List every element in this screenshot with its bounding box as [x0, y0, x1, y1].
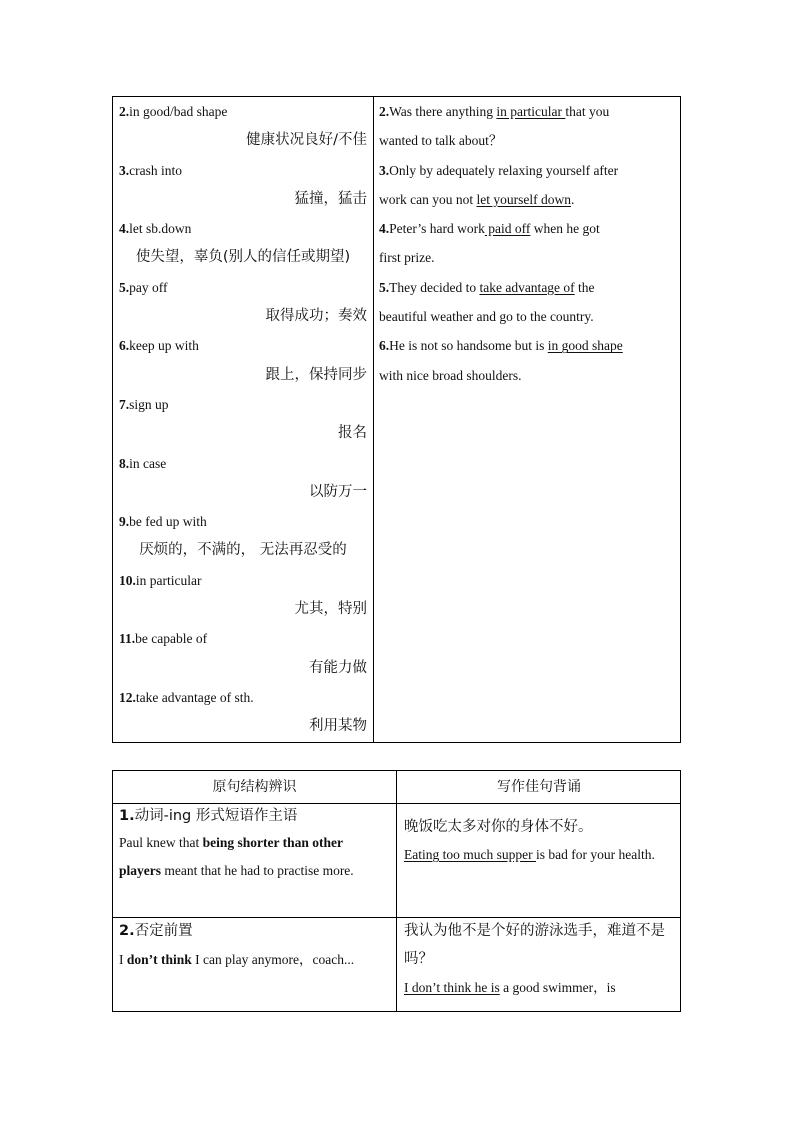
phrase-item: 10.in particular [119, 572, 202, 588]
phrase-item: 12.take advantage of sth. [119, 689, 254, 705]
phrase-item: 11.be capable of [119, 631, 208, 647]
sentence-structure-table [112, 770, 681, 1012]
row1-right-cell [404, 813, 676, 869]
sentence-6-line-2: with nice broad shoulders. [379, 367, 522, 383]
phrase-item: 7.sign up [119, 396, 169, 412]
phrase-item: 5.pay off [119, 279, 168, 295]
sentence-4-line-1: 4.Peter’s hard work paid off when he got [379, 221, 600, 237]
sentence-5-line-2: beautiful weather and go to the country. [379, 309, 594, 325]
blank-answer: take advantage of [479, 279, 575, 295]
row2-example: I don’t think I can play anymore，coach... [119, 952, 355, 967]
row1-chinese: 晚饭吃太多对你的身体不好。 [404, 819, 593, 835]
sentence-2-line-1: 2.Was there anything in particular that you [379, 104, 610, 119]
phrase-meaning: 厌烦的，不满的， 无法再忍受的 [139, 542, 347, 559]
phrase-item: 3.crash into [119, 162, 182, 178]
phrase-item: 9.be fed up with [119, 514, 207, 530]
blank-answer: Eating too much supper [404, 847, 536, 862]
column-divider [373, 97, 374, 742]
sentence-4-line-2: first prize. [379, 250, 435, 266]
vocab-table [112, 96, 681, 743]
sentence-3-line-1: 3.Only by adequately relaxing yourself after [379, 162, 619, 178]
header-left: 原句结构辨识 [212, 779, 297, 795]
sentence-3-line-2: work can you not let yourself down. [379, 191, 575, 207]
row2-answer: I don’t think he is a good swimmer，is [404, 980, 616, 995]
phrase-meaning: 使失望，辜负(别人的信任或期望) [135, 249, 351, 266]
sentence-6-line-1: 6.He is not so handsome but is in good shape [379, 338, 623, 354]
example-column [379, 97, 675, 390]
row2-chinese: 我认为他不是个好的游泳选手，难道不是吗？ [404, 923, 665, 967]
phrase-item: 8.in case [119, 455, 167, 471]
phrase-meaning: 跟上，保持同步 [265, 366, 367, 383]
blank-answer: let yourself down [476, 191, 571, 207]
row2-right-cell [404, 917, 676, 1003]
row1-title: 1.动词-ing 形式短语作主语 [119, 808, 298, 824]
row2-title: 2.否定前置 [119, 923, 193, 939]
phrase-item: 2.in good/bad shape [119, 104, 228, 119]
sentence-2-line-2: wanted to talk about？ [379, 133, 503, 149]
phrase-column [119, 97, 367, 742]
row2-left-cell [119, 917, 387, 975]
blank-answer: in good shape [547, 338, 623, 354]
phrase-meaning: 尤其，特别 [294, 601, 367, 618]
blank-answer: paid off [484, 221, 531, 237]
phrase-meaning: 取得成功；奏效 [265, 308, 367, 325]
phrase-meaning: 报名 [338, 425, 367, 442]
phrase-meaning: 健康状况良好/不佳 [246, 132, 367, 149]
phrase-item: 4.let sb.down [119, 221, 192, 237]
phrase-item: 6.keep up with [119, 338, 199, 354]
row1-answer: Eating too much supper is bad for your health. [404, 847, 655, 862]
row1-example: Paul knew that being shorter than other players meant that he had to practise more. [119, 835, 354, 878]
blank-answer: in particular [496, 104, 566, 119]
blank-answer: I don’t think he is [404, 980, 500, 995]
header-right: 写作佳句背诵 [497, 779, 581, 795]
row1-left-cell [119, 803, 387, 885]
phrase-meaning: 猛撞，猛击 [294, 190, 367, 207]
sentence-5-line-1: 5.They decided to take advantage of the [379, 279, 595, 295]
column-divider [396, 771, 397, 1011]
phrase-meaning: 利用某物 [309, 718, 367, 735]
phrase-meaning: 有能力做 [309, 659, 367, 676]
phrase-meaning: 以防万一 [309, 483, 367, 500]
